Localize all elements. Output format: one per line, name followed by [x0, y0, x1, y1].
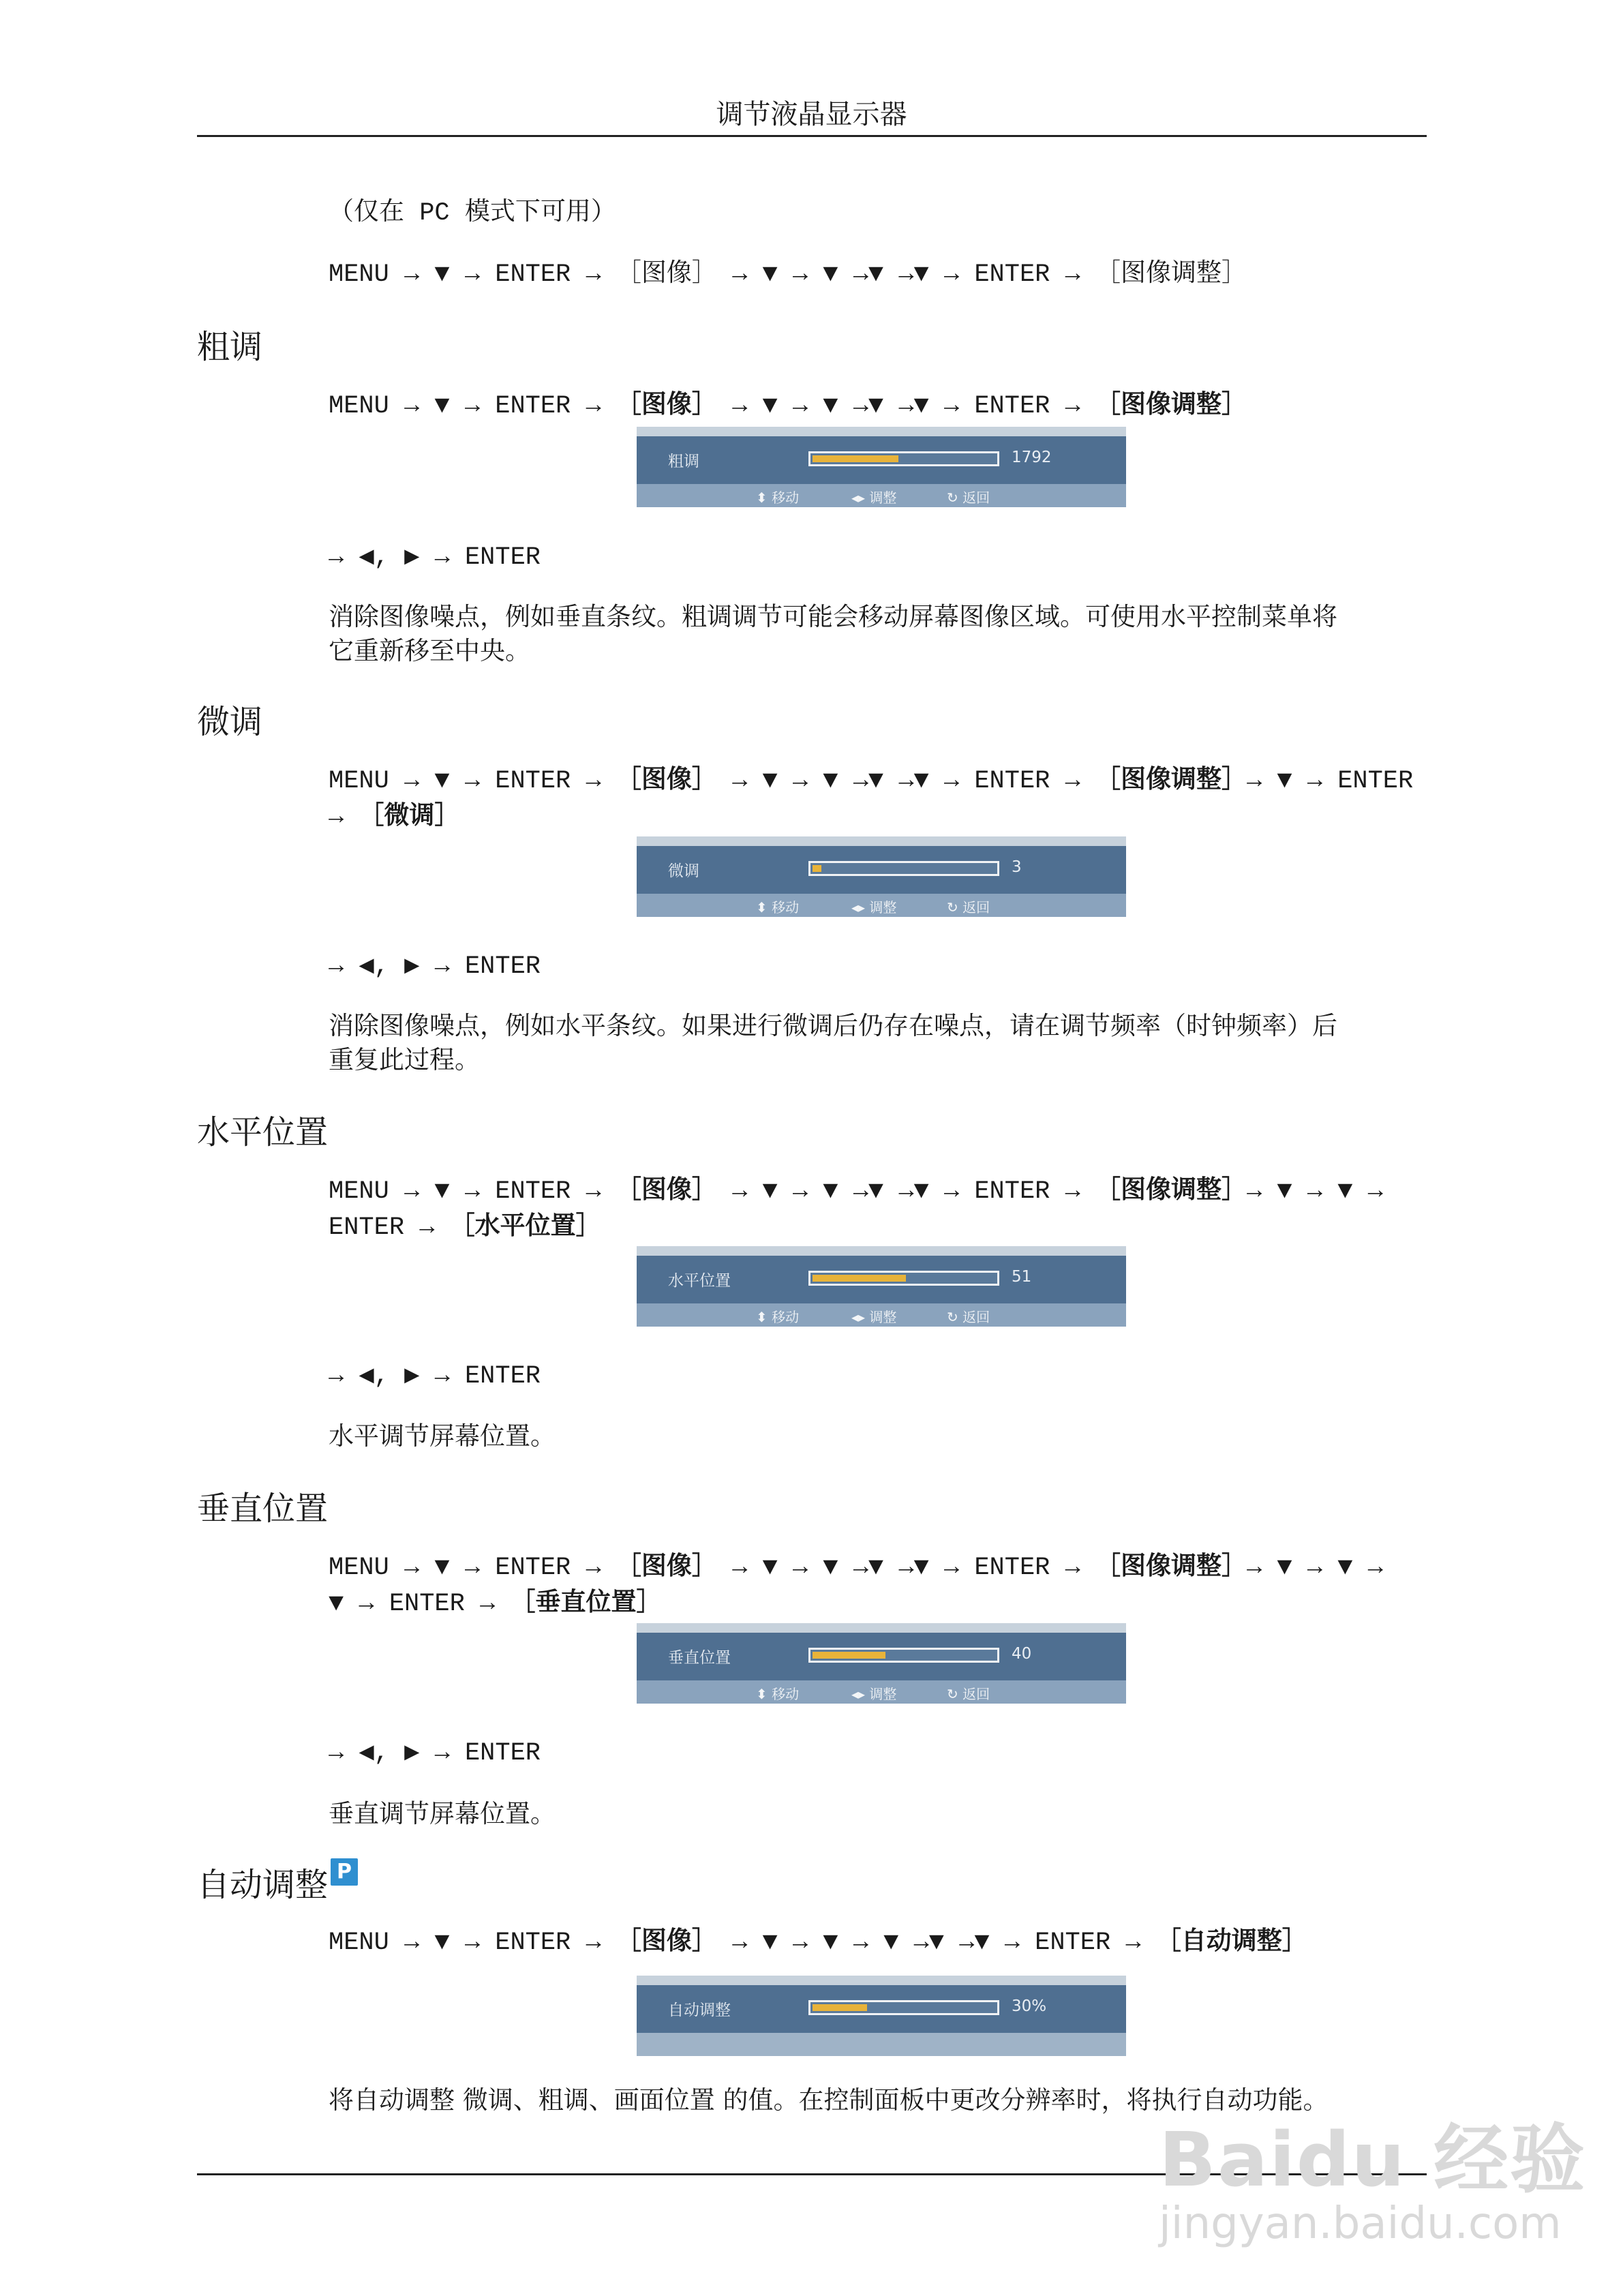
baidu-watermark-logo: Baidu 经验 — [1159, 2116, 1587, 2203]
osd-slider-fill — [813, 1652, 885, 1659]
osd-value: 30% — [1012, 1997, 1047, 2015]
osd-label: 垂直位置 — [668, 1649, 731, 1667]
osd-hint-move: ⬍ 移动 — [756, 1686, 800, 1702]
osd-hint-bar — [637, 1303, 1126, 1327]
osd-hint-return: ↻ 返回 — [947, 1686, 990, 1702]
v-position-description: 垂直调节屏幕位置。 — [329, 1799, 556, 1828]
osd-progress-fill — [813, 2004, 867, 2011]
header-rule — [197, 135, 1427, 137]
osd-hint-bar — [637, 2033, 1126, 2056]
h-position-keys: → ◀, ▶ → ENTER — [329, 1362, 541, 1391]
osd-h-position — [637, 1246, 1126, 1327]
coarse-keys: → ◀, ▶ → ENTER — [329, 543, 541, 572]
section-title-h-position: 水平位置 — [197, 1113, 329, 1151]
v-position-menu-path: MENU → ▼ → ENTER → ［图像］ → ▼ → ▼ →▼ →▼ → ENTER → ［图像调整］→ ▼ → ▼ → ▼ → ENTER → ［垂直位置］ — [329, 1551, 1383, 1618]
osd-hint-bar — [637, 894, 1126, 917]
osd-hint-move: ⬍ 移动 — [756, 899, 800, 916]
osd-slider-track — [808, 861, 999, 876]
osd-value: 1792 — [1012, 449, 1052, 466]
section-title-auto-adjust: 自动调整 P — [197, 1858, 358, 1905]
osd-hint-bar — [637, 1680, 1126, 1704]
osd-value: 51 — [1012, 1268, 1032, 1286]
fine-keys: → ◀, ▶ → ENTER — [329, 952, 541, 981]
mode-note: （仅在 PC 模式下可用） — [329, 199, 616, 228]
osd-label: 自动调整 — [668, 2002, 731, 2019]
section-title-v-position: 垂直位置 — [197, 1490, 329, 1528]
osd-hint-return: ↻ 返回 — [947, 1309, 990, 1325]
coarse-menu-path: MENU → ▼ → ENTER → ［图像］ → ▼ → ▼ →▼ →▼ → ENTER → ［图像调整］ — [329, 389, 1247, 421]
section-title-fine: 微调 — [197, 703, 263, 741]
osd-value: 40 — [1012, 1645, 1032, 1663]
osd-label: 粗调 — [668, 453, 699, 470]
intro-menu-path: MENU → ▼ → ENTER → ［图像］ → ▼ → ▼ →▼ →▼ → ENTER → ［图像调整］ — [329, 260, 1247, 289]
osd-hint-bar — [637, 484, 1126, 507]
osd-slider-fill — [813, 1275, 906, 1282]
pc-mode-badge-icon: P — [331, 1858, 358, 1886]
page-header-title: 调节液晶显示器 — [716, 99, 907, 130]
osd-hint-move: ⬍ 移动 — [756, 489, 800, 506]
auto-adjust-description: 将自动调整 微调、粗调、画面位置 的值。在控制面板中更改分辨率时，将执行自动功能。 — [329, 2085, 1329, 2115]
baidu-watermark-url: jingyan.baidu.com — [1159, 2199, 1562, 2249]
osd-slider-fill — [813, 455, 898, 462]
osd-hint-adjust: ◂▸ 调整 — [851, 489, 897, 506]
osd-hint-adjust: ◂▸ 调整 — [851, 1309, 897, 1325]
osd-slider-track — [808, 1648, 999, 1663]
osd-fine — [637, 836, 1126, 917]
osd-slider-fill — [813, 865, 821, 872]
osd-auto-adjust — [637, 1976, 1126, 2056]
osd-coarse — [637, 427, 1126, 507]
coarse-description: 消除图像噪点，例如垂直条纹。粗调调节可能会移动屏幕图像区域。可使用水平控制菜单将 它重新移至中央。 — [329, 602, 1337, 665]
osd-hint-adjust: ◂▸ 调整 — [851, 899, 897, 916]
h-position-description: 水平调节屏幕位置。 — [329, 1421, 556, 1451]
osd-slider-track — [808, 1271, 999, 1286]
osd-hint-adjust: ◂▸ 调整 — [851, 1686, 897, 1702]
v-position-keys: → ◀, ▶ → ENTER — [329, 1739, 541, 1768]
fine-description: 消除图像噪点，例如水平条纹。如果进行微调后仍存在噪点，请在调节频率（时钟频率）后 重复此过程。 — [329, 1011, 1337, 1074]
osd-slider-track — [808, 2000, 999, 2015]
osd-v-position — [637, 1623, 1126, 1704]
auto-adjust-menu-path: MENU → ▼ → ENTER → ［图像］ → ▼ → ▼ → ▼ →▼ →▼ → ENTER → ［自动调整］ — [329, 1926, 1307, 1957]
h-position-menu-path: MENU → ▼ → ENTER → ［图像］ → ▼ → ▼ →▼ →▼ → ENTER → ［图像调整］→ ▼ → ▼ → ENTER → ［水平位置］ — [329, 1175, 1383, 1242]
osd-hint-move: ⬍ 移动 — [756, 1309, 800, 1325]
osd-label: 微调 — [668, 862, 699, 880]
osd-value: 3 — [1012, 858, 1022, 876]
osd-slider-track — [808, 451, 999, 466]
osd-hint-return: ↻ 返回 — [947, 899, 990, 916]
section-title-coarse: 粗调 — [197, 328, 263, 366]
osd-label: 水平位置 — [668, 1272, 731, 1290]
fine-menu-path: MENU → ▼ → ENTER → ［图像］ → ▼ → ▼ →▼ →▼ → ENTER → ［图像调整］→ ▼ → ENTER → ［微调］ — [329, 764, 1414, 832]
osd-hint-return: ↻ 返回 — [947, 489, 990, 506]
